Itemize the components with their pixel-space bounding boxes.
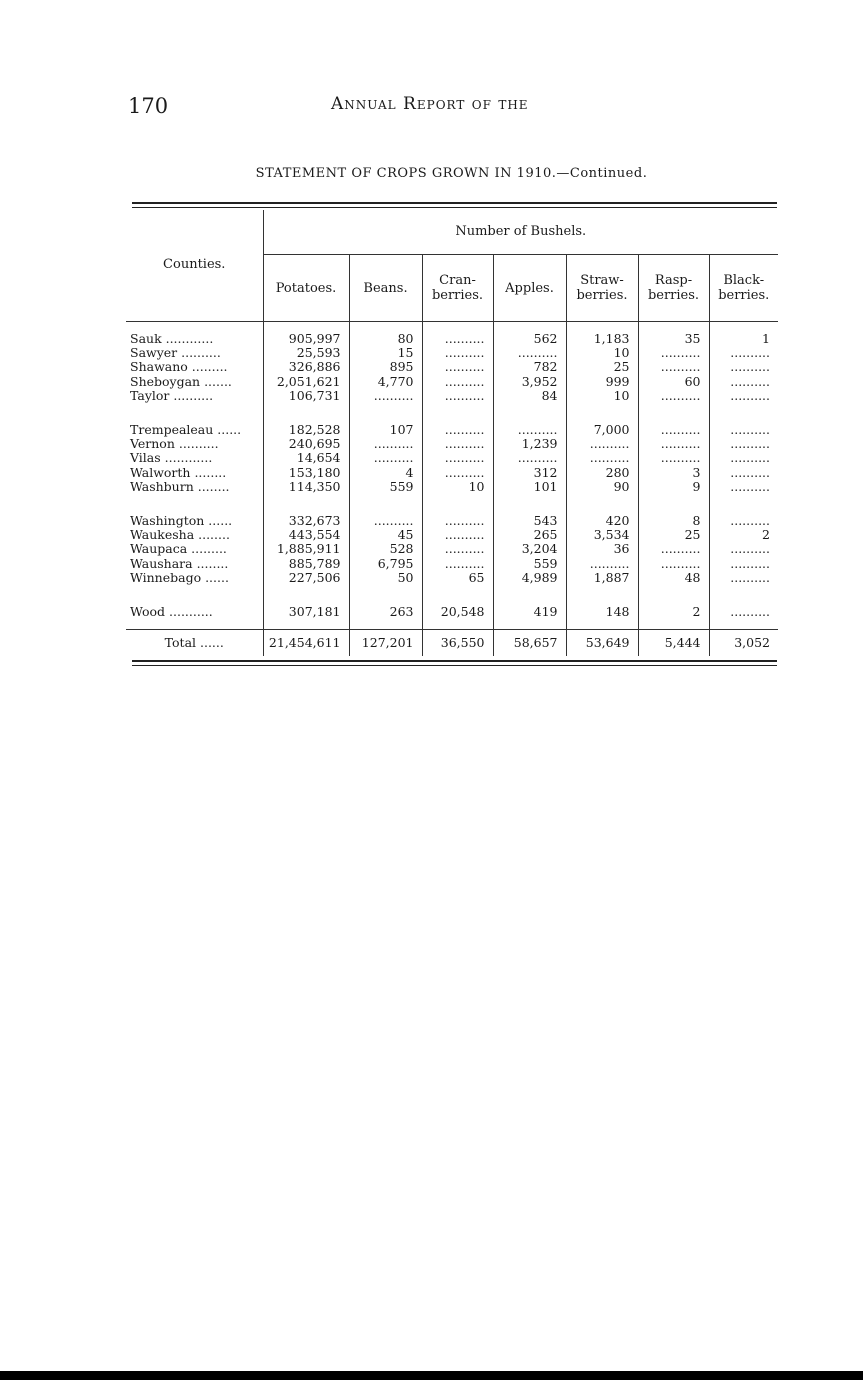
total-value-cell: 5,444 — [638, 630, 709, 657]
county-name-cell: Waushara ........ — [130, 556, 229, 571]
value-cell: 106,731 — [263, 389, 349, 403]
cranberries-header-line2: berries. — [431, 288, 484, 303]
spacer-row — [126, 322, 778, 333]
group-spacer-row — [126, 403, 778, 423]
value-cell: 1,887 — [566, 571, 638, 585]
value-cell: .......... — [709, 514, 778, 528]
spacer-cell — [349, 585, 422, 605]
cranberries-header-line1: Cran- — [439, 273, 476, 288]
table-row — [126, 437, 778, 451]
blackberries-header-line1: Black- — [723, 273, 765, 288]
spacer-cell — [709, 494, 778, 514]
county-name-cell: Waukesha ........ — [130, 528, 230, 543]
value-cell: .......... — [638, 360, 709, 374]
value-cell: 265 — [493, 528, 566, 542]
value-cell: .......... — [709, 480, 778, 494]
total-label-cell: Total ...... — [126, 630, 263, 657]
spacer-cell — [638, 322, 709, 333]
value-cell: 4,770 — [349, 375, 422, 389]
table-caption: STATEMENT OF CROPS GROWN IN 1910.—Continued. — [255, 166, 648, 181]
value-cell: .......... — [493, 346, 566, 360]
spacer-cell — [493, 585, 566, 605]
value-cell: 114,350 — [263, 480, 349, 494]
value-cell: 10 — [566, 389, 638, 403]
spacer-cell — [493, 322, 566, 333]
spacer-row — [126, 619, 778, 630]
value-cell: .......... — [422, 437, 493, 451]
total-value-cell: 53,649 — [566, 630, 638, 657]
value-cell: .......... — [709, 437, 778, 451]
value-cell: 3,204 — [493, 542, 566, 556]
bottom-double-rule-2 — [132, 665, 777, 666]
value-cell: .......... — [422, 332, 493, 346]
table-row — [126, 528, 778, 542]
total-value-cell: 58,657 — [493, 630, 566, 657]
spacer-cell — [709, 585, 778, 605]
value-cell: 4 — [349, 466, 422, 480]
value-cell: .......... — [638, 542, 709, 556]
table-row — [126, 423, 778, 437]
spacer-cell — [493, 619, 566, 630]
value-cell: 419 — [493, 605, 566, 619]
value-cell: 559 — [493, 557, 566, 571]
value-cell: .......... — [422, 451, 493, 465]
column-header-potatoes: Potatoes. — [263, 255, 349, 322]
value-cell: .......... — [349, 514, 422, 528]
county-name-cell: Winnebago ...... — [130, 570, 229, 585]
value-cell: 1 — [709, 332, 778, 346]
value-cell: .......... — [709, 423, 778, 437]
table-row — [126, 480, 778, 494]
value-cell: 999 — [566, 375, 638, 389]
bottom-double-rule-1 — [132, 660, 777, 662]
value-cell: .......... — [349, 437, 422, 451]
county-name-cell: Sheboygan ....... — [130, 374, 232, 389]
value-cell: 80 — [349, 332, 422, 346]
value-cell: 443,554 — [263, 528, 349, 542]
spacer-cell — [349, 322, 422, 333]
spacer-cell — [263, 322, 349, 333]
table-row — [126, 451, 778, 465]
spacer-cell — [566, 322, 638, 333]
value-cell: 326,886 — [263, 360, 349, 374]
value-cell: .......... — [349, 451, 422, 465]
table-row — [126, 375, 778, 389]
value-cell: .......... — [709, 605, 778, 619]
bushels-group-header: Number of Bushels. — [263, 210, 778, 255]
spacer-cell — [422, 619, 493, 630]
value-cell: 90 — [566, 480, 638, 494]
strawberries-header-line1: Straw- — [580, 273, 624, 288]
value-cell: 6,795 — [349, 557, 422, 571]
value-cell: .......... — [709, 389, 778, 403]
value-cell: 543 — [493, 514, 566, 528]
value-cell: .......... — [638, 557, 709, 571]
value-cell: .......... — [566, 437, 638, 451]
value-cell: 2 — [638, 605, 709, 619]
value-cell: .......... — [422, 514, 493, 528]
value-cell: .......... — [638, 437, 709, 451]
value-cell: .......... — [638, 451, 709, 465]
table-row — [126, 360, 778, 374]
value-cell: 35 — [638, 332, 709, 346]
value-cell: .......... — [422, 466, 493, 480]
spacer-cell — [126, 322, 263, 333]
spacer-cell — [263, 403, 349, 423]
column-header-strawberries — [566, 255, 638, 322]
value-cell: .......... — [422, 423, 493, 437]
spacer-cell — [126, 585, 263, 605]
value-cell: 8 — [638, 514, 709, 528]
scan-edge-band — [0, 1371, 863, 1380]
value-cell: 2,051,621 — [263, 375, 349, 389]
value-cell: 312 — [493, 466, 566, 480]
value-cell: 420 — [566, 514, 638, 528]
group-spacer-row — [126, 494, 778, 514]
spacer-cell — [263, 494, 349, 514]
value-cell: 4,989 — [493, 571, 566, 585]
top-double-rule-1 — [132, 202, 777, 204]
value-cell: .......... — [709, 542, 778, 556]
spacer-cell — [422, 585, 493, 605]
value-cell: 153,180 — [263, 466, 349, 480]
spacer-cell — [422, 322, 493, 333]
total-value-cell: 36,550 — [422, 630, 493, 657]
value-cell: 15 — [349, 346, 422, 360]
value-cell: .......... — [349, 389, 422, 403]
value-cell: 885,789 — [263, 557, 349, 571]
county-name-cell: Sawyer .......... — [130, 346, 221, 361]
spacer-cell — [566, 403, 638, 423]
value-cell: 10 — [566, 346, 638, 360]
value-cell: 559 — [349, 480, 422, 494]
county-name-cell: Taylor .......... — [130, 388, 214, 403]
county-name-cell: Walworth ........ — [130, 465, 227, 480]
column-header-raspberries — [638, 255, 709, 322]
column-header-apples: Apples. — [493, 255, 566, 322]
value-cell: 1,183 — [566, 332, 638, 346]
spacer-cell — [638, 403, 709, 423]
table-row — [126, 332, 778, 346]
county-name-cell: Trempealeau ...... — [130, 423, 242, 438]
total-value-cell: 21,454,611 — [263, 630, 349, 657]
value-cell: 101 — [493, 480, 566, 494]
value-cell: .......... — [422, 360, 493, 374]
column-header-cranberries — [422, 255, 493, 322]
spacer-cell — [566, 585, 638, 605]
value-cell: .......... — [638, 346, 709, 360]
value-cell: .......... — [422, 375, 493, 389]
spacer-cell — [263, 619, 349, 630]
value-cell: 182,528 — [263, 423, 349, 437]
spacer-cell — [638, 494, 709, 514]
value-cell: 528 — [349, 542, 422, 556]
table-row — [126, 571, 778, 585]
total-value-cell: 3,052 — [709, 630, 778, 657]
county-name-cell: Wood ........... — [130, 605, 213, 620]
value-cell: .......... — [709, 375, 778, 389]
spacer-cell — [709, 403, 778, 423]
value-cell: 307,181 — [263, 605, 349, 619]
county-name-cell: Waupaca ......... — [130, 542, 227, 557]
value-cell: .......... — [638, 423, 709, 437]
value-cell: .......... — [493, 451, 566, 465]
value-cell: .......... — [422, 557, 493, 571]
table-row — [126, 389, 778, 403]
raspberries-header-line1: Rasp- — [654, 273, 693, 288]
value-cell: .......... — [422, 528, 493, 542]
table-row — [126, 557, 778, 571]
value-cell: 45 — [349, 528, 422, 542]
group-spacer-row — [126, 585, 778, 605]
value-cell: 3 — [638, 466, 709, 480]
value-cell: 562 — [493, 332, 566, 346]
spacer-cell — [349, 403, 422, 423]
blackberries-header-line2: berries. — [718, 288, 770, 303]
value-cell: .......... — [709, 466, 778, 480]
value-cell: 332,673 — [263, 514, 349, 528]
table-row — [126, 542, 778, 556]
spacer-cell — [126, 619, 263, 630]
spacer-cell — [638, 619, 709, 630]
spacer-cell — [709, 322, 778, 333]
spacer-cell — [126, 403, 263, 423]
value-cell: .......... — [422, 542, 493, 556]
value-cell: 20,548 — [422, 605, 493, 619]
value-cell: .......... — [638, 389, 709, 403]
running-head: Annual Report of the — [331, 94, 529, 114]
raspberries-header-line2: berries. — [647, 288, 700, 303]
county-name-cell: Vilas ............ — [130, 451, 213, 466]
value-cell: .......... — [709, 360, 778, 374]
value-cell: 107 — [349, 423, 422, 437]
value-cell: 14,654 — [263, 451, 349, 465]
county-name-cell: Vernon .......... — [130, 437, 219, 452]
value-cell: 84 — [493, 389, 566, 403]
value-cell: 25,593 — [263, 346, 349, 360]
total-row — [126, 630, 778, 657]
county-name-cell: Sauk ............ — [130, 332, 214, 346]
value-cell: .......... — [709, 571, 778, 585]
value-cell: 9 — [638, 480, 709, 494]
spacer-cell — [493, 403, 566, 423]
total-value-cell: 127,201 — [349, 630, 422, 657]
value-cell: 3,952 — [493, 375, 566, 389]
spacer-cell — [263, 585, 349, 605]
table-row — [126, 605, 778, 619]
value-cell: 1,239 — [493, 437, 566, 451]
spacer-cell — [126, 494, 263, 514]
value-cell: .......... — [422, 389, 493, 403]
table-row — [126, 346, 778, 360]
value-cell: .......... — [566, 557, 638, 571]
county-name-cell: Washburn ........ — [130, 479, 230, 494]
spacer-cell — [638, 585, 709, 605]
value-cell: 60 — [638, 375, 709, 389]
value-cell: 280 — [566, 466, 638, 480]
value-cell: .......... — [493, 423, 566, 437]
value-cell: .......... — [709, 346, 778, 360]
strawberries-header-line2: berries. — [576, 288, 628, 303]
spacer-cell — [349, 619, 422, 630]
table-row — [126, 466, 778, 480]
counties-header: Counties. — [126, 210, 263, 322]
value-cell: 895 — [349, 360, 422, 374]
spacer-cell — [709, 619, 778, 630]
value-cell: 263 — [349, 605, 422, 619]
value-cell: 2 — [709, 528, 778, 542]
value-cell: 50 — [349, 571, 422, 585]
value-cell: 148 — [566, 605, 638, 619]
crops-table — [126, 210, 778, 656]
spacer-cell — [566, 494, 638, 514]
value-cell: .......... — [709, 451, 778, 465]
spacer-cell — [422, 403, 493, 423]
value-cell: 65 — [422, 571, 493, 585]
table-row — [126, 514, 778, 528]
value-cell: 905,997 — [263, 332, 349, 346]
value-cell: 10 — [422, 480, 493, 494]
county-name-cell: Washington ...... — [130, 514, 233, 529]
spacer-cell — [349, 494, 422, 514]
spacer-cell — [566, 619, 638, 630]
value-cell: 782 — [493, 360, 566, 374]
value-cell: .......... — [422, 346, 493, 360]
value-cell: 227,506 — [263, 571, 349, 585]
column-header-blackberries — [709, 255, 778, 322]
value-cell: 1,885,911 — [263, 542, 349, 556]
spacer-cell — [422, 494, 493, 514]
value-cell: 3,534 — [566, 528, 638, 542]
value-cell: 48 — [638, 571, 709, 585]
value-cell: 25 — [638, 528, 709, 542]
value-cell: 240,695 — [263, 437, 349, 451]
spacer-cell — [493, 494, 566, 514]
county-name-cell: Shawano ......... — [130, 360, 228, 375]
column-header-beans: Beans. — [349, 255, 422, 322]
value-cell: .......... — [566, 451, 638, 465]
page-number: 170 — [128, 94, 169, 118]
value-cell: 36 — [566, 542, 638, 556]
value-cell: .......... — [709, 557, 778, 571]
table-body — [126, 322, 778, 657]
value-cell: 25 — [566, 360, 638, 374]
top-double-rule-2 — [132, 207, 777, 208]
value-cell: 7,000 — [566, 423, 638, 437]
